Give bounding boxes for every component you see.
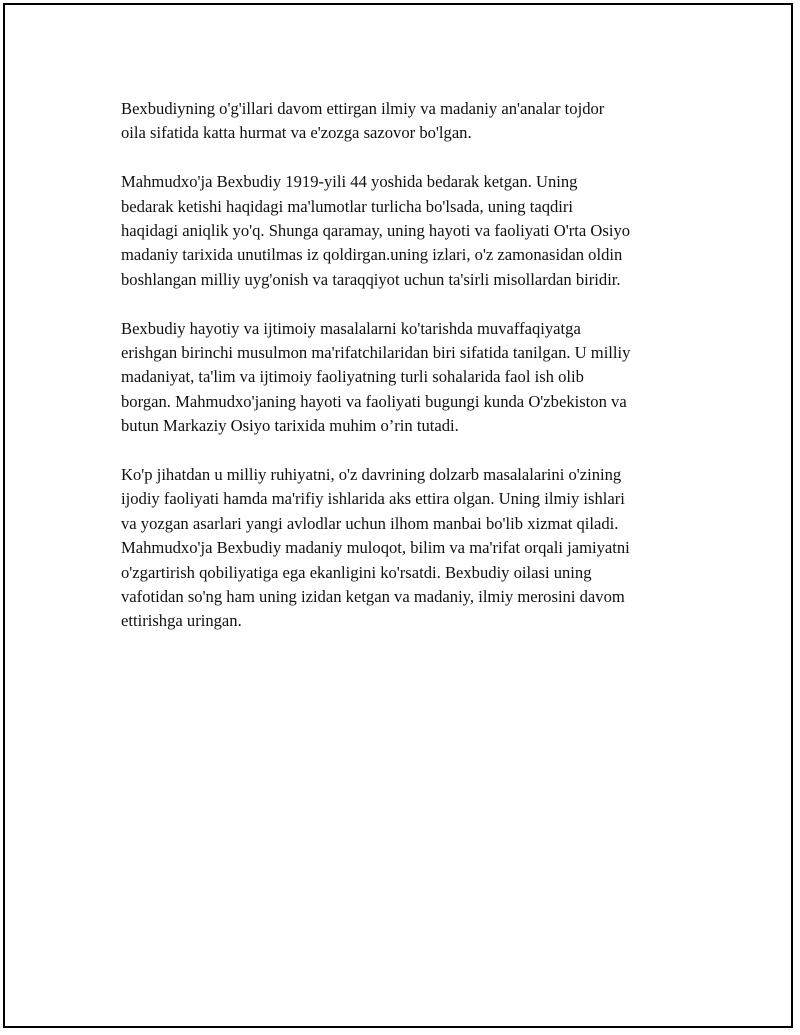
paragraph-1: Bexbudiyning o'g'illari davom ettirgan ilmiy va madaniy an'analar tojdor oila sifatida katta hurmat va e'zozga sazovor bo'lgan.: [121, 99, 605, 143]
paragraph-2: Mahmudxo'ja Bexbudiy 1919-yili 44 yoshida bedarak ketgan. Uning bedarak ketishi haqidagi ma'lumotlar turlicha bo'lsada, uning taqdiri haqidagi aniqlik yo'q. Shunga qaramay, uning hayoti va faoliyati O'rta Osiyo madaniy tarixida unutilmas iz qoldirgan.uning izlari, o'z zamonasidan oldin boshlangan milliy uyg'onish va taraqqiyot uchun ta'sirli misollardan biridir.: [121, 172, 631, 289]
paragraph-3: Bexbudiy hayotiy va ijtimoiy masalalarni ko'tarishda muvaffaqiyatga erishgan birinchi musulmon ma'rifatchilaridan biri sifatida tanilgan. U milliy madaniyat, ta'lim va ijtimoiy faoliyatning turli sohalarida faol ish olib borgan. Mahmudxo'janing hayoti va faoliyati bugungi kunda O'zbekiston va butun Markaziy Osiyo tarixida muhim o’rin tutadi.: [121, 318, 631, 436]
document-page: [3, 3, 793, 1028]
document-body: [121, 97, 701, 658]
paragraph-4: Ko'p jihatdan u milliy ruhiyatni, o'z davrining dolzarb masalalarini o'zining ijodiy faoliyati hamda ma'rifiy ishlarida aks ettira olgan. Uning ilmiy ishlari va yozgan asarlari yangi avlodlar uchun ilhom manbai bo'lib xizmat qiladi. Mahmudxo'ja Bexbudiy madaniy muloqot, bilim va ma'rifat orqali jamiyatni o'zgartirish qobiliyatiga ega ekanligini ko'rsatdi. Bexbudiy oilasi uning vafotidan so'ng ham uning izidan ketgan va madaniy, ilmiy merosini davom ettirishga uringan.: [121, 465, 630, 631]
